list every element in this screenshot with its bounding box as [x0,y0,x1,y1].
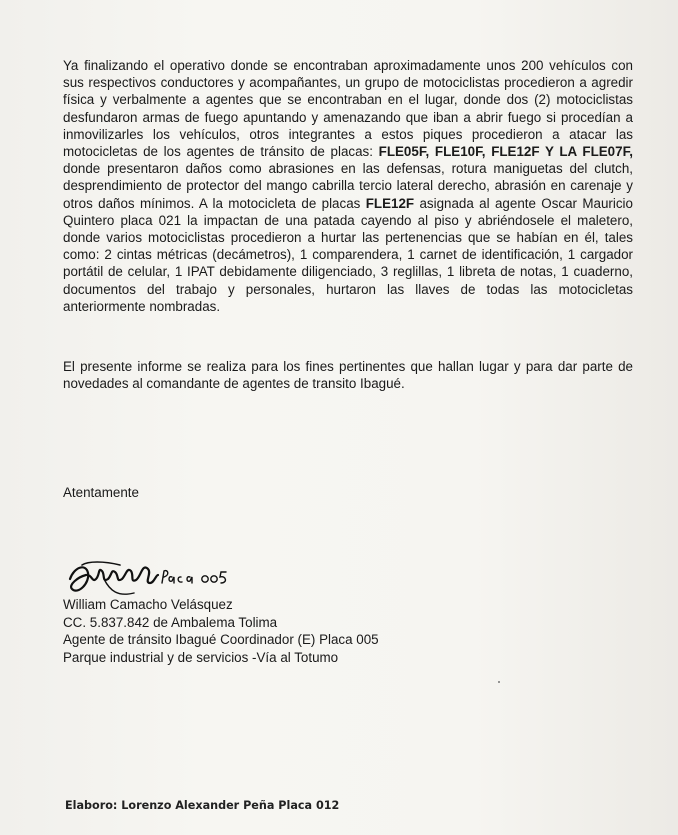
prepared-by-footer: Elaboro: Lorenzo Alexander Peña Placa 012 [65,799,340,812]
body-paragraph-2: El presente informe se realiza para los fines pertinentes que hallan lugar y para dar parte de novedades al comandante de agentes de transito Ibagué. [63,359,633,392]
plates-list: FLE05F, FLE10F, FLE12F Y LA FLE07F, [378,144,633,160]
placa-005-note [162,571,226,583]
paragraph-1-text-c: asignada al agente Oscar Mauricio Quintero placa 021 la impactan de una patada cayendo al piso y abriéndosele el maletero, donde varios motociclistas procedieron a hurtar las pertenencias que se habían en él, tales como: 2 cintas métricas (decámetros), 1 comparendera, 1 carnet de identificación, 1 cargador portátil de celular, 1 IPAT debidamente diligenciado, 3 reglillas, 1 libreta de notas, 1 cuaderno, documentos del trabajo y personales, hurtaron las llaves de todas las motocicletas anteriormente nombradas. [63,195,633,314]
closing-salutation: Atentamente [63,485,139,500]
paragraph-1-text-a: Ya finalizando el operativo donde se encontraban aproximadamente unos 200 vehículos con sus respectivos conductores y acompañantes, un grupo de motociclistas procedieron a agredir física y verbalmente a agentes que se encontraban en el lugar, donde dos (2) motociclistas desfundaron armas de fuego apuntando y amenazando que iban a abrir fuego si procedían a inmovilizarles los vehículos, otros integrantes a estos piques procedieron a atacar las motocicletas de los agentes de tránsito de placas: [63,58,633,160]
handwritten-signature [64,553,234,601]
paragraph-1-text-b: donde presentaron daños como abrasiones en las defensas, rotura maniguetas del clutch, desprendimiento de protector del mango cabrilla tercio lateral derecho, abrasión en carenaje y otros daños mínimos. A la motocicleta de placas [63,161,633,211]
body-paragraph-1 [63,57,633,315]
signer-address: Parque industrial y de servicios -Vía al Totumo [63,649,339,665]
signer-name: William Camacho Velásquez [63,597,233,612]
plate-fle12f: FLE12F [365,195,415,211]
signer-role: Agente de tránsito Ibagué Coordinador (E) Placa 005 [63,632,379,648]
signer-block [63,596,379,666]
paper-speck [498,681,500,683]
signer-id: CC. 5.837.842 de Ambalema Tolima [63,614,278,630]
